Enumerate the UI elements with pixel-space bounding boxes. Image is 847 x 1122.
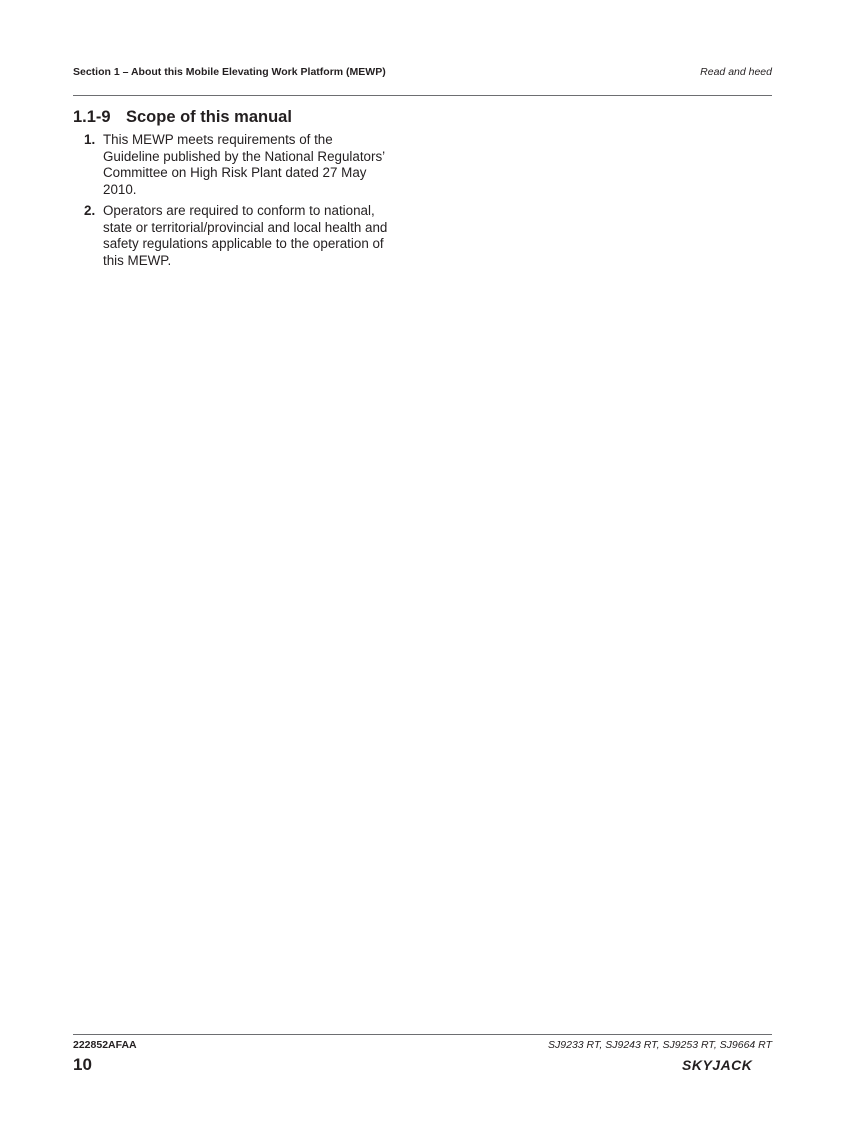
list-item <box>73 203 413 269</box>
skyjack-logo <box>682 1057 772 1073</box>
list-item-line: 2010. <box>103 181 137 197</box>
list-item <box>73 132 413 198</box>
model-list: SJ9233 RT, SJ9243 RT, SJ9253 RT, SJ9664 RT <box>548 1039 772 1051</box>
list-item-line: this MEWP. <box>103 252 172 268</box>
footer-divider <box>73 1034 772 1035</box>
section-title: Scope of this manual <box>126 108 292 126</box>
list-item-line: This MEWP meets requirements of the <box>103 132 333 147</box>
running-header-section-title: Section 1 – About this Mobile Elevating Work Platform (MEWP) <box>73 66 386 78</box>
requirements-list <box>73 132 413 274</box>
running-header-tagline: Read and heed <box>700 66 772 78</box>
list-item-number: 2. <box>84 203 96 218</box>
list-item-line: state or territorial/provincial and local health and <box>103 219 388 235</box>
list-item-line: Guideline published by the National Regulators’ <box>103 148 386 164</box>
list-item-line: Operators are required to conform to national, <box>103 203 375 218</box>
page-number: 10 <box>73 1055 92 1074</box>
list-item-line: safety regulations applicable to the operation of <box>103 236 384 251</box>
logo-wordmark: SKYJACK <box>682 1057 753 1073</box>
header-divider <box>73 95 772 96</box>
list-item-line: Committee on High Risk Plant dated 27 May <box>103 165 367 180</box>
list-item-number: 1. <box>84 132 96 147</box>
section-heading <box>73 108 292 127</box>
part-number: 222852AFAA <box>73 1039 137 1051</box>
section-number: 1.1-9 <box>73 108 111 126</box>
